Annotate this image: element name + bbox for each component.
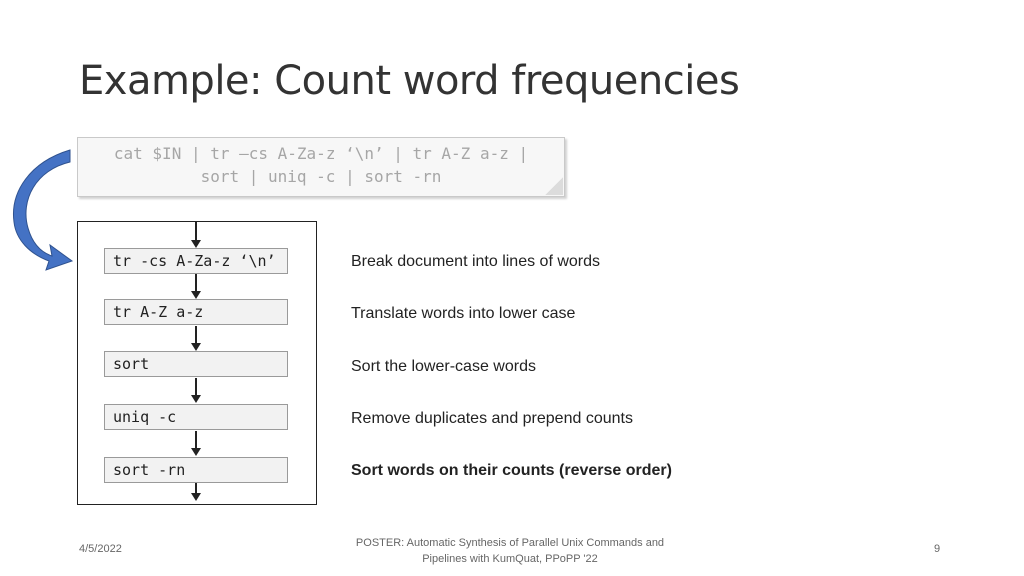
stage-description: Translate words into lower case [351, 305, 576, 322]
flow-arrowhead [191, 395, 201, 403]
command-line-1: cat $IN | tr –cs A-Za-z ‘\n’ | tr A-Z a-z | [113, 144, 529, 163]
stage-box-tr-lower: tr A-Z a-z [104, 299, 288, 325]
stage-description: Sort the lower-case words [351, 358, 536, 375]
stage-box-uniq: uniq -c [104, 404, 288, 430]
flow-arrowhead [191, 343, 201, 351]
flow-arrowhead [191, 448, 201, 456]
command-line-2: sort | uniq -c | sort -rn [200, 167, 442, 186]
stage-box-tr-cs: tr -cs A-Za-z ‘\n’ [104, 248, 288, 274]
page-number: 9 [934, 543, 941, 555]
footer-citation [340, 535, 680, 567]
slide-title: Example: Count word frequencies [79, 58, 740, 104]
stage-box-sort-rn: sort -rn [104, 457, 288, 483]
stage-description: Remove duplicates and prepend counts [351, 410, 633, 427]
flow-arrowhead [191, 493, 201, 501]
flow-arrowhead [191, 240, 201, 248]
footer-citation-line-1: POSTER: Automatic Synthesis of Parallel Unix Commands and [355, 537, 665, 549]
footer-citation-line-2: Pipelines with KumQuat, PPoPP '22 [422, 553, 598, 565]
stage-box-sort: sort [104, 351, 288, 377]
stage-description-highlighted: Sort words on their counts (reverse order) [351, 462, 672, 479]
footer-date: 4/5/2022 [79, 543, 122, 555]
stage-description: Break document into lines of words [351, 253, 601, 270]
flow-arrowhead [191, 291, 201, 299]
curved-arrow-icon [13, 150, 72, 270]
